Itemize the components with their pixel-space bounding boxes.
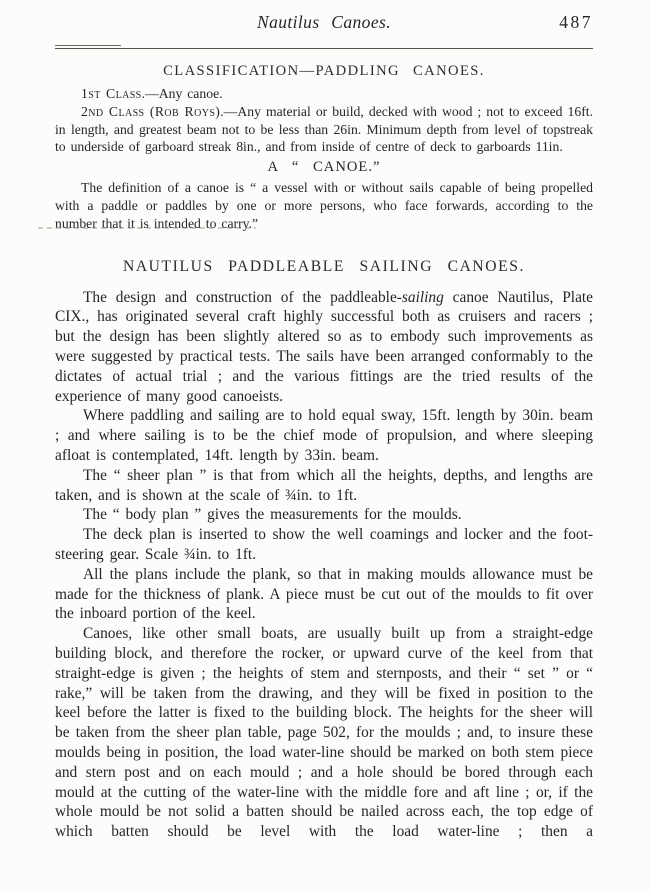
canoe-definition-heading: A “ CANOE.” (267, 159, 381, 176)
article-paragraph: The design and construction of the paddleable-sailing canoe Nautilus, Plate CIX., has originated several craft highly successful both as cruisers and racers ; but the design has been slightly altered so as to embody such improvements as were suggested by practical tests. The sails have been arranged conformably to the dictates of actual trial ; and the various fittings are the tried results of the experience of many good canoeists. (55, 288, 594, 405)
scan-artifact (38, 227, 256, 229)
classification-item-second-class: 2nd Class (Rob Roys).—Any material or build, decked with wood ; not to exceed 16ft. in length, and greatest beam not to be less than 26in. Minimum depth from level of topstreak to underside of garboard streak 8in., and from inside of centre of deck to garboards 11in. (55, 103, 593, 155)
page-header (55, 12, 593, 39)
classification-item-first-class: 1st Class.—Any canoe. (81, 86, 223, 101)
article-paragraph: The “ sheer plan ” is that from which all the heights, depths, and lengths are taken, and is shown at the scale of ¾in. to 1ft. (55, 466, 593, 504)
article-paragraph: All the plans include the plank, so that in making moulds allowance must be made for the thickness of plank. A piece must be cut out of the moulds to fit over the inboard portion of the keel. (55, 565, 593, 623)
article-paragraph: Where paddling and sailing are to hold equal sway, 15ft. length by 30in. beam ; and where sailing is to be the chief mode of propulsion, and where sleeping afloat is contemplated, 14ft. length by 33in. beam. (55, 407, 593, 464)
running-title: Nautilus Canoes. (257, 12, 391, 32)
page-number: 487 (559, 12, 593, 32)
canoe-definition-paragraph: The definition of a canoe is “ a vessel with or without sails capable of being propelled with a paddle or paddles by one or more persons, who face forwards, according to the number that it is intended to carry.” (55, 180, 593, 231)
article-paragraph: Canoes, like other small boats, are usually built up from a straight-edge building block, and therefore the rocker, or upward curve of the keel from that straight-edge is given ; the heights of stem and sternposts, and their “ set ” or “ rake,” will be taken from the drawing, and they will be fixed in position to the keel before the latter is fixed to the building block. The heights for the sheer will be taken from the sheer plan table, page 502, for the moulds ; and, to insure these moulds being in position, the load water-line should be marked on both stem piece and stern post and on each mould ; and a hole should be bored through each mould at the cutting of the water-line with the middle fore and aft line ; or, if the whole mould be not solid a batten should be nailed across each, the top edge of which batten should be level with the load water-line ; then a (55, 625, 593, 841)
article-paragraph: The “ body plan ” gives the measurements for the moulds. (83, 506, 462, 524)
article-heading: NAUTILUS PADDLEABLE SAILING CANOES. (122, 257, 526, 275)
header-rule (55, 48, 593, 49)
article-body (55, 288, 593, 842)
article-paragraph: The deck plan is inserted to show the well coamings and locker and the foot-steering gear. Scale ¾in. to 1ft. (55, 526, 593, 563)
classification-heading: CLASSIFICATION—PADDLING CANOES. (163, 63, 485, 79)
